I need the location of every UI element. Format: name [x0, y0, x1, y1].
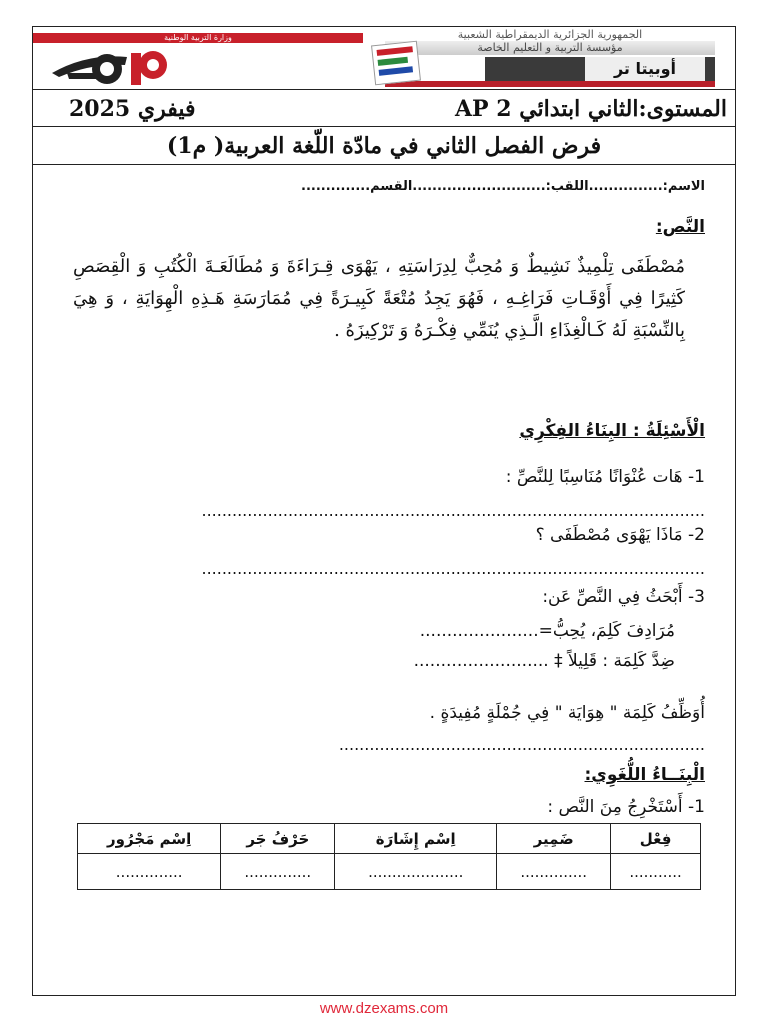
- grammar-table: [77, 823, 701, 890]
- answer-line-2[interactable]: ...................................................................................................: [201, 559, 705, 578]
- school-type-line: مؤسسة التربية و التعليم الخاصة: [385, 41, 715, 55]
- exam-date: فيفري 2025: [69, 96, 196, 122]
- question-2: 2- مَاذَا يَهْوَى مُصْطَفَى ؟: [535, 525, 705, 545]
- footer-site-link[interactable]: www.dzexams.com: [319, 1000, 449, 1017]
- question-3-antonym[interactable]: ضِدَّ كَلِمَة : قَلِيلاً ‡ .........................: [413, 651, 675, 671]
- ministry-strip-text: وزارة التربية الوطنية: [164, 33, 232, 42]
- table-header-row: [78, 824, 701, 854]
- text-paragraph: مُصْطَفَى تِلْمِيذٌ نَشِيطٌ وَ مُحِبٌّ لِدِرَاسَتِهِ ، يَهْوَى قِـرَاءَةَ وَ مُطَالَعَـةَ الْكُتُبِ وَ الْقِصَصِ كَثِيرًا فِي أَوْقَـاتِ فَرَاغِـهِ ، فَهُوَ يَجِدُ مُتْعَةً كَبِيـرَةً فِي مُمَارَسَةِ هَـذِهِ الْهِوَايَةِ ، وَ هِيَ بِالنِّسْبَةِ لَهُ كَـالْغِذَاءِ الَّـذِي يُنَمِّي فِكْـرَهُ وَ تَرْكِيزَهُ .: [73, 256, 685, 341]
- questions-heading: الْأَسْئِلَةُ : البِنَاءُ الفِكْرِي: [519, 421, 705, 441]
- level-row: [33, 89, 735, 127]
- level-label: المستوى:الثاني ابتدائي 2 AP: [454, 96, 727, 122]
- question-1: 1- هَات عُنْوَانًا مُنَاسِبًا لِلنَّصِّ :: [505, 467, 705, 487]
- answer-line-1[interactable]: ...................................................................................................: [201, 501, 705, 520]
- language-heading: الْبِنَــاءُ اللُّغَوِي:: [584, 765, 705, 785]
- answer-line-4[interactable]: ........................................................................: [338, 735, 705, 754]
- language-question-1: 1- أَسْتَخْرِجُ مِنَ النَّص :: [547, 797, 705, 817]
- question-4: أُوَظِّفُ كَلِمَة " هِوَايَة " فِي جُمْلَةٍ مُفِيدَةٍ .: [429, 703, 705, 723]
- header-verb: فِعْل: [611, 824, 701, 854]
- republic-line: الجمهورية الجزائرية الديمقراطية الشعبية: [457, 28, 643, 41]
- header-banner: [33, 27, 735, 87]
- exam-page: [32, 26, 736, 996]
- table-row: [78, 854, 701, 890]
- header-genitive-noun: اِسْم مَجْرُور: [78, 824, 221, 854]
- cell-genitive-noun[interactable]: ..............: [78, 854, 221, 890]
- header-preposition: حَرْفُ جَر: [221, 824, 335, 854]
- text-heading: النَّص:: [655, 217, 705, 237]
- grammar-table-wrap: [77, 823, 701, 889]
- cell-demonstrative[interactable]: ....................: [335, 854, 497, 890]
- cell-preposition[interactable]: ..............: [221, 854, 335, 890]
- question-3-synonym[interactable]: مُرَادِفَ كَلِمَ، يُحِبُّ=......................: [419, 621, 675, 641]
- header-demonstrative: اِسْم إِشَارَة: [335, 824, 497, 854]
- school-logo-icon: [47, 43, 197, 87]
- title-row: [33, 127, 735, 165]
- header-pronoun: ضَمِير: [497, 824, 611, 854]
- cell-verb[interactable]: ...........: [611, 854, 701, 890]
- cell-pronoun[interactable]: ..............: [497, 854, 611, 890]
- question-3: 3- أَبْحَثُ فِي النَّصِّ عَن:: [542, 587, 705, 607]
- school-name: أوبيتا تر: [585, 57, 705, 81]
- exam-title: فرض الفصل الثاني في مادّة اللّغة العربية( م1): [166, 133, 602, 159]
- books-icon: [371, 41, 421, 86]
- student-fields[interactable]: الاسم:...............اللقب:...........................القسم..............: [301, 179, 705, 194]
- school-underline: [385, 81, 715, 87]
